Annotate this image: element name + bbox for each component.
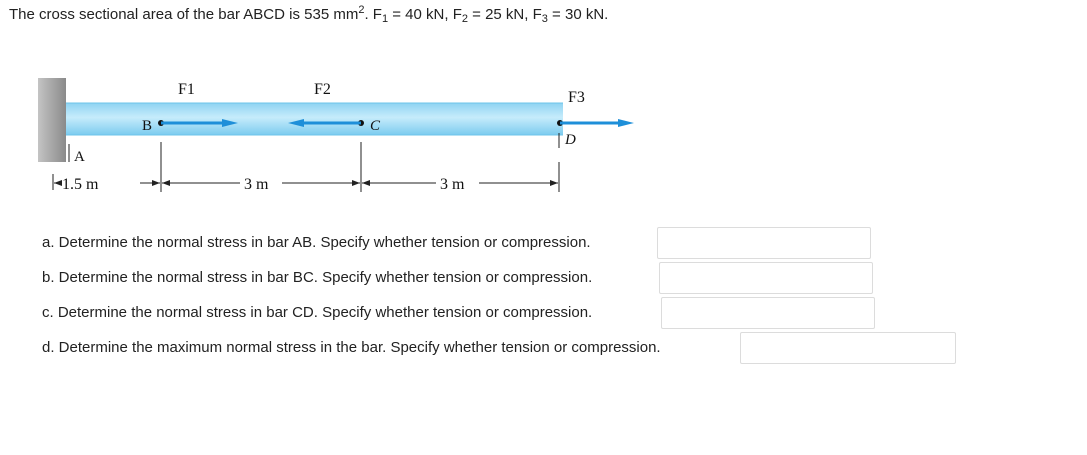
f1-value: = 40 kN, F [388,6,462,23]
dim-cd-label: 3 m [440,176,465,193]
f2-label: F2 [314,81,331,98]
question-c-text: c. Determine the normal stress in bar CD. Specify whether tension or compression. [42,304,593,321]
answer-b-input[interactable] [659,262,873,294]
f1-label: F1 [178,81,195,98]
f3-value: = 30 kN. [547,6,609,23]
f3-subscript: 3 [541,13,548,25]
point-b-label: B [142,118,153,134]
dim-bc-left-arrow [162,180,170,186]
wall-support [38,78,66,162]
question-d-text: d. Determine the maximum normal stress in the bar. Specify whether tension or compression. [42,339,661,356]
problem-f1-label: . F [364,6,382,23]
dim-bc-right-arrow [352,180,360,186]
point-a-label: A [74,149,85,165]
dim-cd-right-arrow [550,180,558,186]
f1-subscript: 1 [381,13,389,25]
bar-body [66,103,563,135]
answer-a-input[interactable] [657,227,871,259]
point-d-label: D [565,132,576,148]
f2-subscript: 2 [461,13,468,25]
dim-cd-left-arrow [362,180,370,186]
problem-statement [9,4,608,25]
dim-ab-left-arrow [54,180,62,186]
area-exponent: 2 [358,4,365,16]
f3-arrow-head [618,119,634,127]
dim-bc-label: 3 m [244,176,269,193]
dim-ab-right-arrow [152,180,160,186]
f3-label: F3 [568,89,585,106]
answer-c-input[interactable] [661,297,875,329]
bar-diagram [30,70,650,200]
problem-prefix: The cross sectional area of the bar ABCD is 535 mm [9,6,359,23]
point-c-label: C [370,118,381,134]
answer-d-input[interactable] [740,332,956,364]
f2-value: = 25 kN, F [467,6,542,23]
question-a-text: a. Determine the normal stress in bar AB. Specify whether tension or compression. [42,234,591,251]
dim-ab-label: 1.5 m [62,176,99,193]
question-b-text: b. Determine the normal stress in bar BC. Specify whether tension or compression. [42,269,593,286]
